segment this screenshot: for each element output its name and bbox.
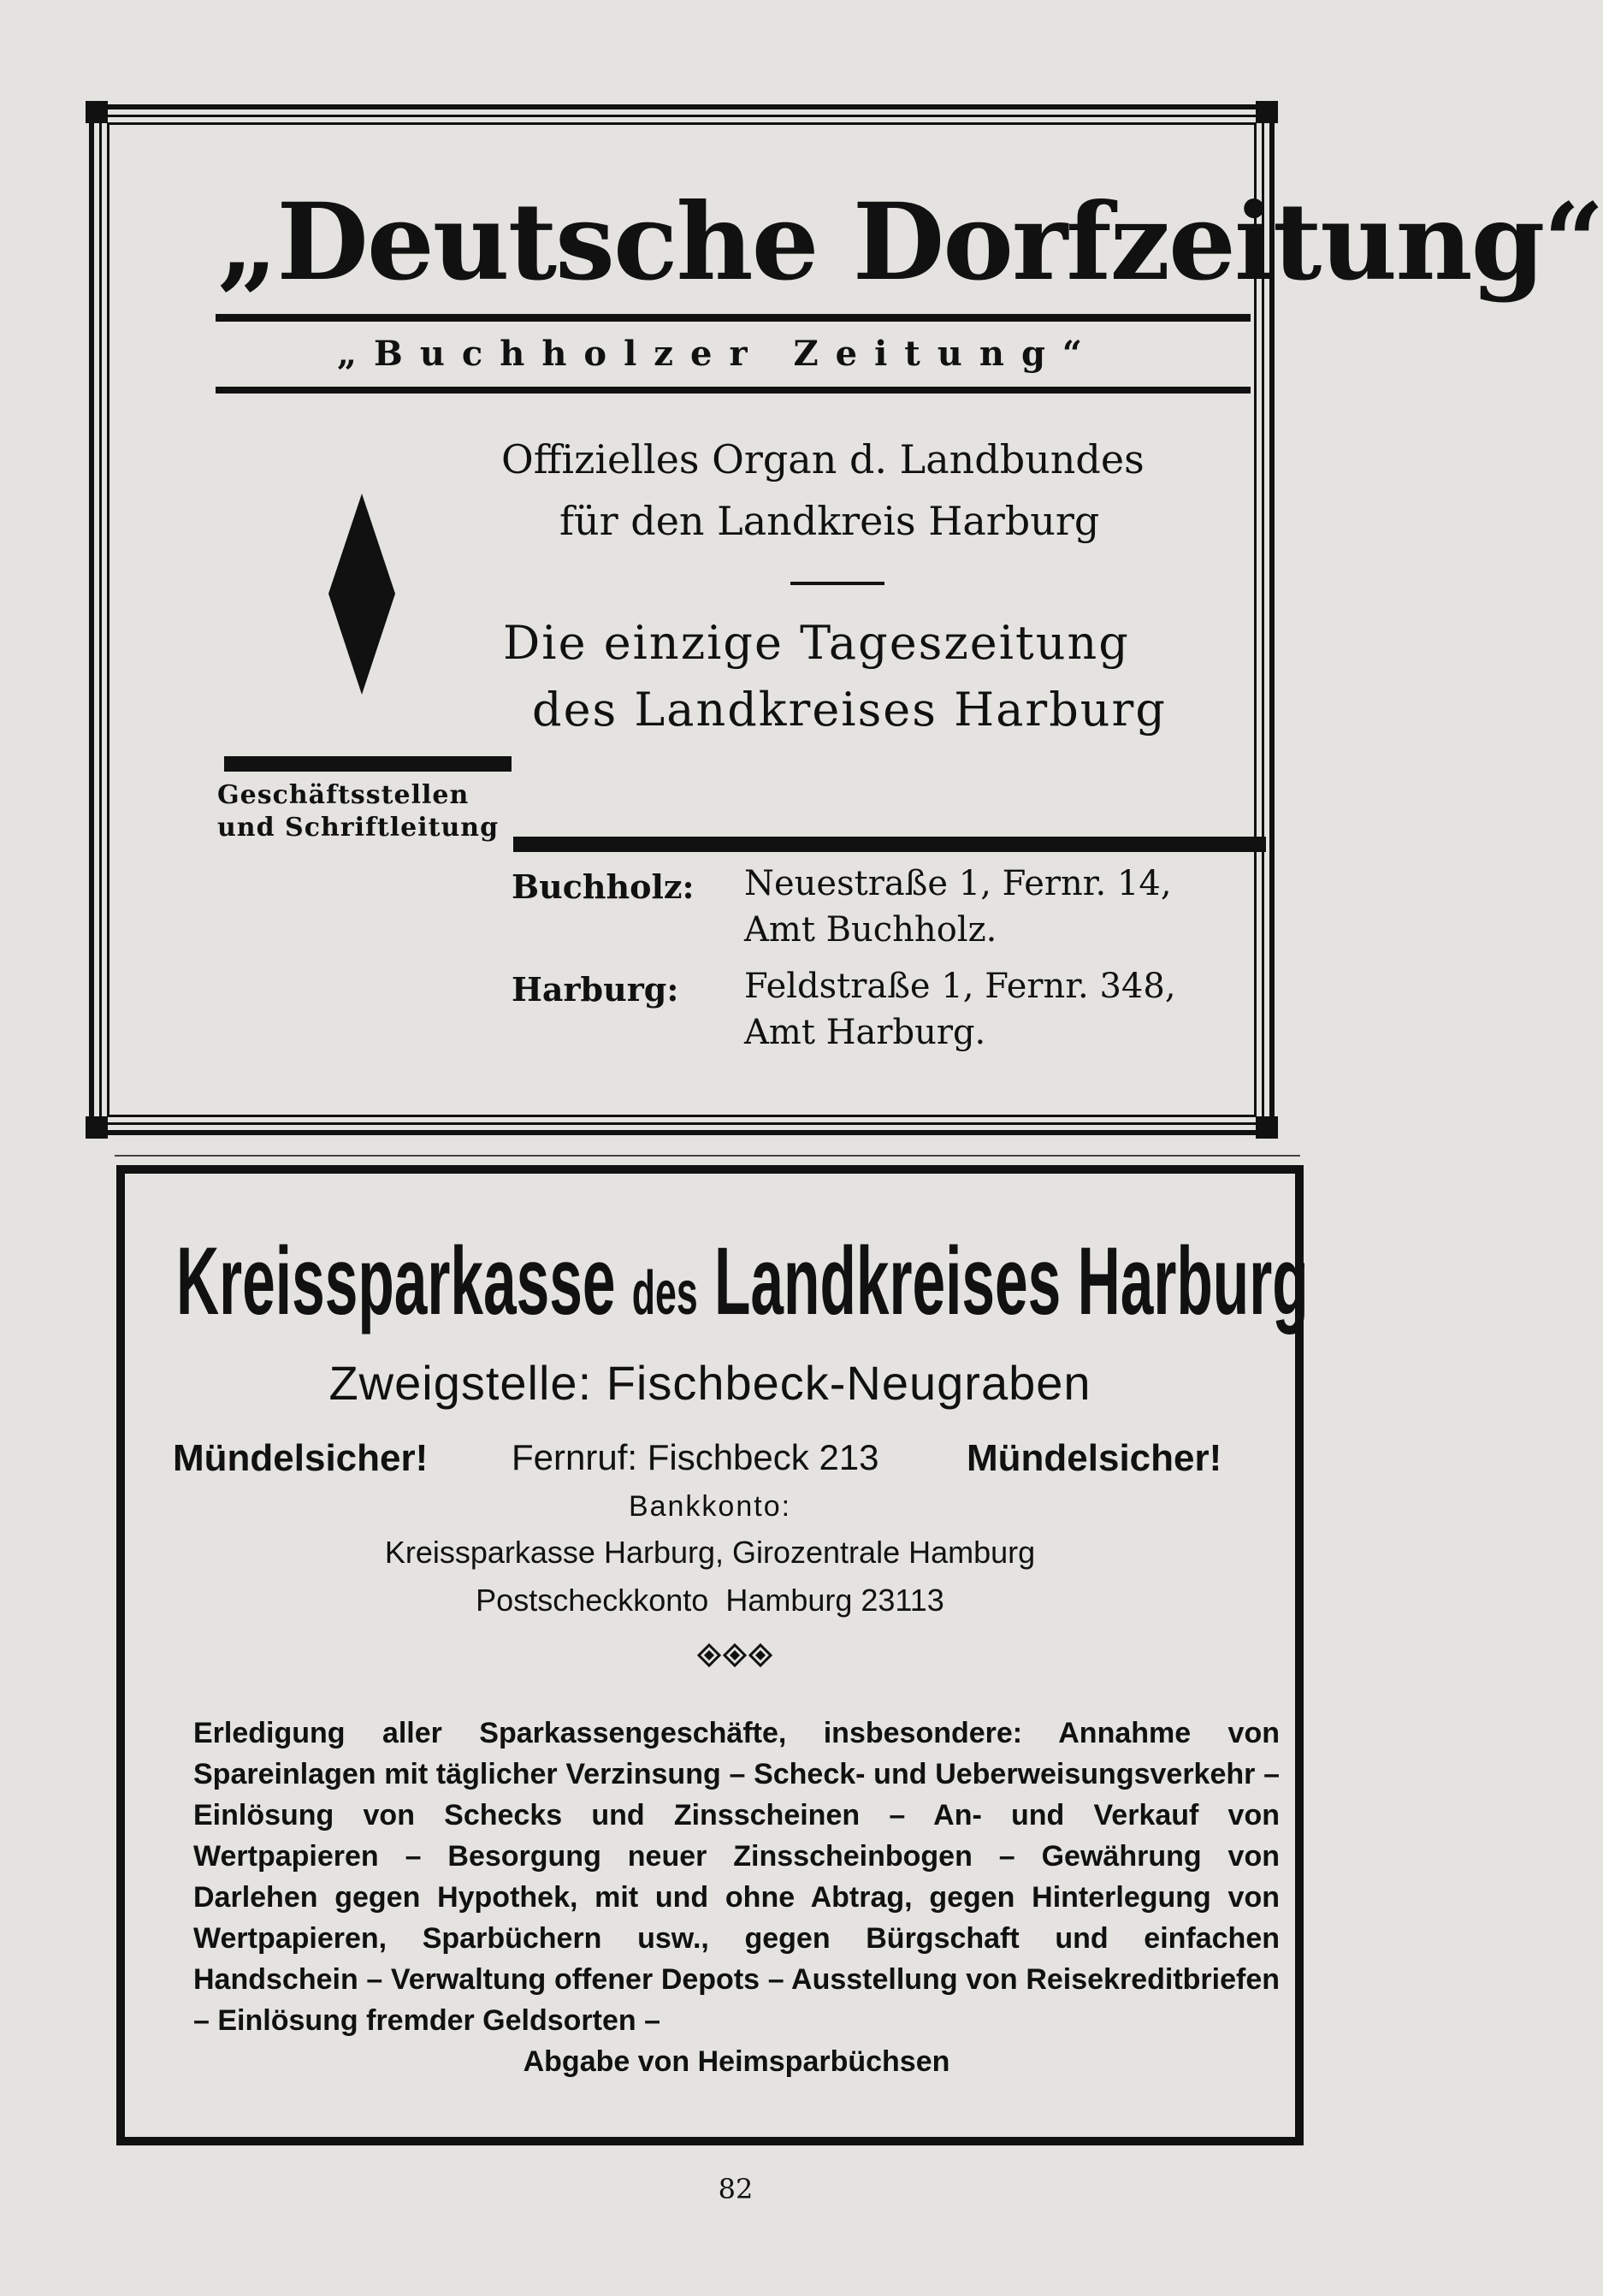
- office-city: Buchholz:: [512, 867, 695, 906]
- frame-corner: [86, 101, 108, 123]
- page-number: 82: [718, 2173, 754, 2205]
- office-address: Neuestraße 1, Fernr. 14,: [744, 864, 1172, 903]
- title-rule: [216, 314, 1251, 322]
- diamond-ornament: [328, 494, 395, 695]
- tag-right: Mündelsicher!: [967, 1437, 1222, 1479]
- frame-corner: [1256, 101, 1278, 123]
- organ-line-1: Offizielles Organ d. Landbundes: [501, 436, 1145, 482]
- bank-advertisement: [116, 1165, 1309, 2145]
- bank-title-rest: Landkreises Harburg: [713, 1228, 1309, 1334]
- subtitle-rule: [216, 387, 1251, 394]
- postal-account: Postscheckkonto Hamburg 23113: [476, 1583, 944, 1618]
- daily-line-2: des Landkreises Harburg: [532, 683, 1167, 737]
- bank-title: [176, 1228, 1309, 1334]
- diamond-ornaments: [696, 1642, 773, 1668]
- office-city: Harburg:: [512, 970, 679, 1009]
- services-paragraph: [193, 1713, 1280, 2082]
- bank-account-label: Bankkonto:: [628, 1490, 792, 1523]
- advertisement-separator: [115, 1155, 1300, 1157]
- phone-line: Fernruf: Fischbeck 213: [512, 1437, 879, 1477]
- newspaper-title: „Deutsche Dorfzeitung“: [217, 180, 1603, 305]
- organ-line-2: für den Landkreis Harburg: [559, 498, 1100, 544]
- bank-account: Kreissparkasse Harburg, Girozentrale Hamburg: [384, 1535, 1036, 1570]
- frame-corner: [1256, 1116, 1278, 1139]
- address-rule: [513, 837, 1266, 852]
- offices-label-2: und Schriftleitung: [217, 813, 500, 843]
- bank-title-des: des: [631, 1259, 698, 1328]
- services-text: Erledigung aller Sparkassengeschäfte, insbesondere: Annahme von Spareinlagen mit täglicher Verzinsung – Scheck- und Ueberweisungsverkehr – Einlösung von Schecks und Zinsscheinen – An- und Verkauf von Wertpapieren – Besorgung neuer Zinsscheinbogen – Gewährung von Darlehen gegen Hypothek, mit und ohne Abtrag, gegen Hinterlegung von Wertpapieren, Sparbüchern usw., gegen Bürgschaft und einfachen Handschein – Verwaltung offener Depots – Ausstellung von Reisekreditbriefen – Einlösung fremder Geldsorten –: [193, 1717, 1280, 2037]
- office-address-line-2: Amt Harburg.: [744, 1013, 986, 1052]
- newspaper-subtitle: „Buchholzer Zeitung“: [337, 334, 1099, 374]
- services-last-line: Abgabe von Heimsparbüchsen: [523, 2045, 950, 2078]
- office-address-line-2: Amt Buchholz.: [744, 910, 997, 950]
- tag-left: Mündelsicher!: [173, 1437, 429, 1479]
- offices-rule: [224, 756, 512, 772]
- daily-line-1: Die einzige Tageszeitung: [503, 616, 1130, 670]
- short-divider: [790, 582, 884, 585]
- branch-line: Zweigstelle: Fischbeck-Neugraben: [328, 1356, 1091, 1410]
- office-address: Feldstraße 1, Fernr. 348,: [744, 967, 1176, 1006]
- offices-label-1: Geschäftsstellen: [217, 780, 470, 810]
- newspaper-advertisement: [89, 104, 1603, 1135]
- bank-title-main: Kreissparkasse: [176, 1228, 616, 1334]
- frame-corner: [86, 1116, 108, 1139]
